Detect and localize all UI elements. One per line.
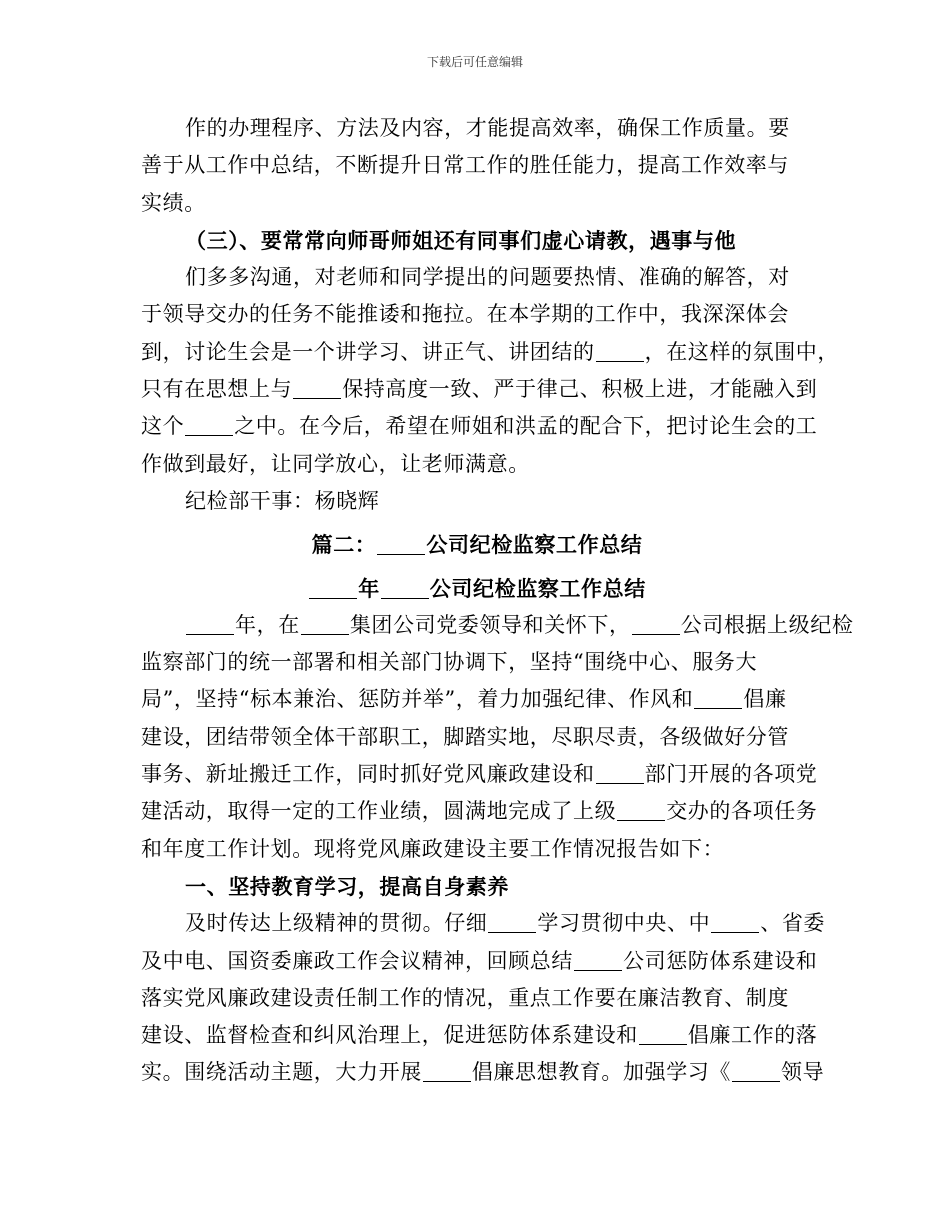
text-segment: （三）、要常常向师哥师姐还有同事们虚心请教，遇事与他: [185, 227, 737, 253]
text-segment: 作做到最好，让同学放心，让老师满意。: [141, 451, 530, 476]
text-segment: 到，讨论生会是一个讲学习、讲正气、讲团结的: [141, 339, 595, 364]
text-segment: 、省委: [760, 911, 826, 936]
text-line: [141, 334, 840, 371]
blank-underline: [732, 1060, 780, 1082]
text-line: [141, 185, 813, 222]
text-segment: 监察部门的统一部署和相关部门协调下，坚持“围绕中心、服务大: [141, 650, 758, 675]
page-header: 下载后可任意编辑: [426, 55, 523, 69]
blank-underline: [694, 687, 742, 709]
text-segment: ，在这样的氛围中，: [644, 339, 840, 364]
text-segment: 学习贯彻中央、中: [537, 911, 711, 936]
text-segment: 年，在: [235, 612, 300, 637]
blank-underline: [377, 533, 425, 555]
text-segment: 公司纪检监察工作总结: [429, 575, 646, 601]
text-line: [141, 943, 818, 980]
text-line: [141, 905, 826, 942]
text-segment: 事务、新址搬迁工作，同时抓好党风廉政建设和: [141, 762, 595, 787]
blank-underline: [596, 340, 644, 362]
text-line: [141, 756, 818, 793]
blank-underline: [632, 613, 680, 635]
text-segment: 于领导交办的任务不能推诿和拖拉。在本学期的工作中，我深深体会: [141, 302, 789, 327]
text-line: [141, 408, 818, 445]
text-segment: 只有在思想上与: [141, 377, 293, 402]
text-segment: 部门开展的各项党: [644, 762, 818, 787]
text-line: [141, 371, 818, 408]
text-line: [141, 793, 818, 830]
blank-underline: [381, 577, 429, 599]
text-segment: 篇二：: [311, 532, 377, 558]
text-line: [141, 980, 813, 1017]
blank-underline: [711, 911, 759, 933]
text-segment: 建活动，取得一定的工作业绩，圆满地完成了上级: [141, 799, 617, 824]
blank-underline: [639, 1023, 687, 1045]
text-line: [141, 719, 813, 756]
blank-underline: [301, 613, 349, 635]
text-line: [141, 868, 813, 905]
text-segment: 建设，团结带领全体干部职工，脚踏实地，尽职尽责，各级做好分管: [141, 724, 789, 749]
text-line: [141, 1017, 818, 1054]
blank-underline: [596, 762, 644, 784]
text-line: [141, 831, 813, 868]
text-line: [141, 1054, 825, 1091]
blank-underline: [293, 377, 341, 399]
blank-underline: [488, 911, 536, 933]
text-segment: 倡廉: [743, 687, 787, 712]
section-title: [141, 526, 813, 563]
text-segment: 公司根据上级纪检: [680, 612, 854, 637]
text-segment: 保持高度一致、严于律己、积极上进，才能融入到: [342, 377, 818, 402]
blank-underline: [574, 949, 622, 971]
blank-underline: [186, 613, 234, 635]
text-segment: 领导: [781, 1060, 825, 1085]
text-line: [141, 259, 813, 296]
blank-underline: [617, 799, 665, 821]
text-segment: 倡廉工作的落: [687, 1023, 818, 1048]
blank-underline: [423, 1060, 471, 1082]
text-segment: 实绩。: [141, 190, 206, 215]
text-line: [141, 222, 813, 259]
text-segment: 倡廉思想教育。加强学习《: [471, 1060, 732, 1085]
text-segment: 公司惩防体系建设和: [623, 948, 818, 973]
text-segment: 交办的各项任务: [666, 799, 818, 824]
text-segment: 落实党风廉政建设责任制工作的情况，重点工作要在廉洁教育、制度: [141, 985, 789, 1010]
text-segment: 年: [358, 575, 380, 601]
text-line: [141, 681, 813, 718]
text-segment: 实。围绕活动主题，大力开展: [141, 1060, 422, 1085]
blank-underline: [185, 414, 233, 436]
text-line: [141, 110, 813, 147]
text-segment: 纪检部干事：杨晓辉: [185, 488, 380, 513]
text-segment: 局”，坚持“标本兼治、惩防并举”，着力加强纪律、作风和: [141, 687, 694, 712]
text-line: [141, 607, 854, 644]
document-body: [141, 110, 854, 1092]
text-segment: 作的办理程序、方法及内容，才能提高效率，确保工作质量。要: [185, 116, 790, 140]
text-line: [141, 446, 813, 483]
text-segment: 集团公司党委领导和关怀下，: [349, 612, 631, 637]
blank-underline: [309, 577, 357, 599]
text-segment: 和年度工作计划。现将党风廉政建设主要工作情况报告如下：: [141, 836, 725, 861]
text-segment: 一、坚持教育学习，提高自身素养: [185, 873, 509, 899]
text-segment: 这个: [141, 414, 185, 439]
text-segment: 善于从工作中总结，不断提升日常工作的胜任能力，提高工作效率与: [141, 153, 789, 178]
section-title: [141, 570, 813, 607]
text-segment: 及中电、国资委廉政工作会议精神，回顾总结: [141, 948, 573, 973]
text-line: [141, 483, 813, 520]
text-line: [141, 644, 813, 681]
text-line: [141, 147, 813, 184]
text-line: [141, 296, 813, 333]
text-segment: 们多多沟通，对老师和同学提出的问题要热情、准确的解答，对: [185, 265, 790, 290]
text-segment: 公司纪检监察工作总结: [426, 532, 643, 558]
text-segment: 及时传达上级精神的贯彻。仔细: [185, 911, 488, 936]
text-segment: 之中。在今后，希望在师姐和洪孟的配合下，把讨论生会的工: [234, 414, 818, 439]
text-segment: 建设、监督检查和纠风治理上，促进惩防体系建设和: [141, 1023, 638, 1048]
